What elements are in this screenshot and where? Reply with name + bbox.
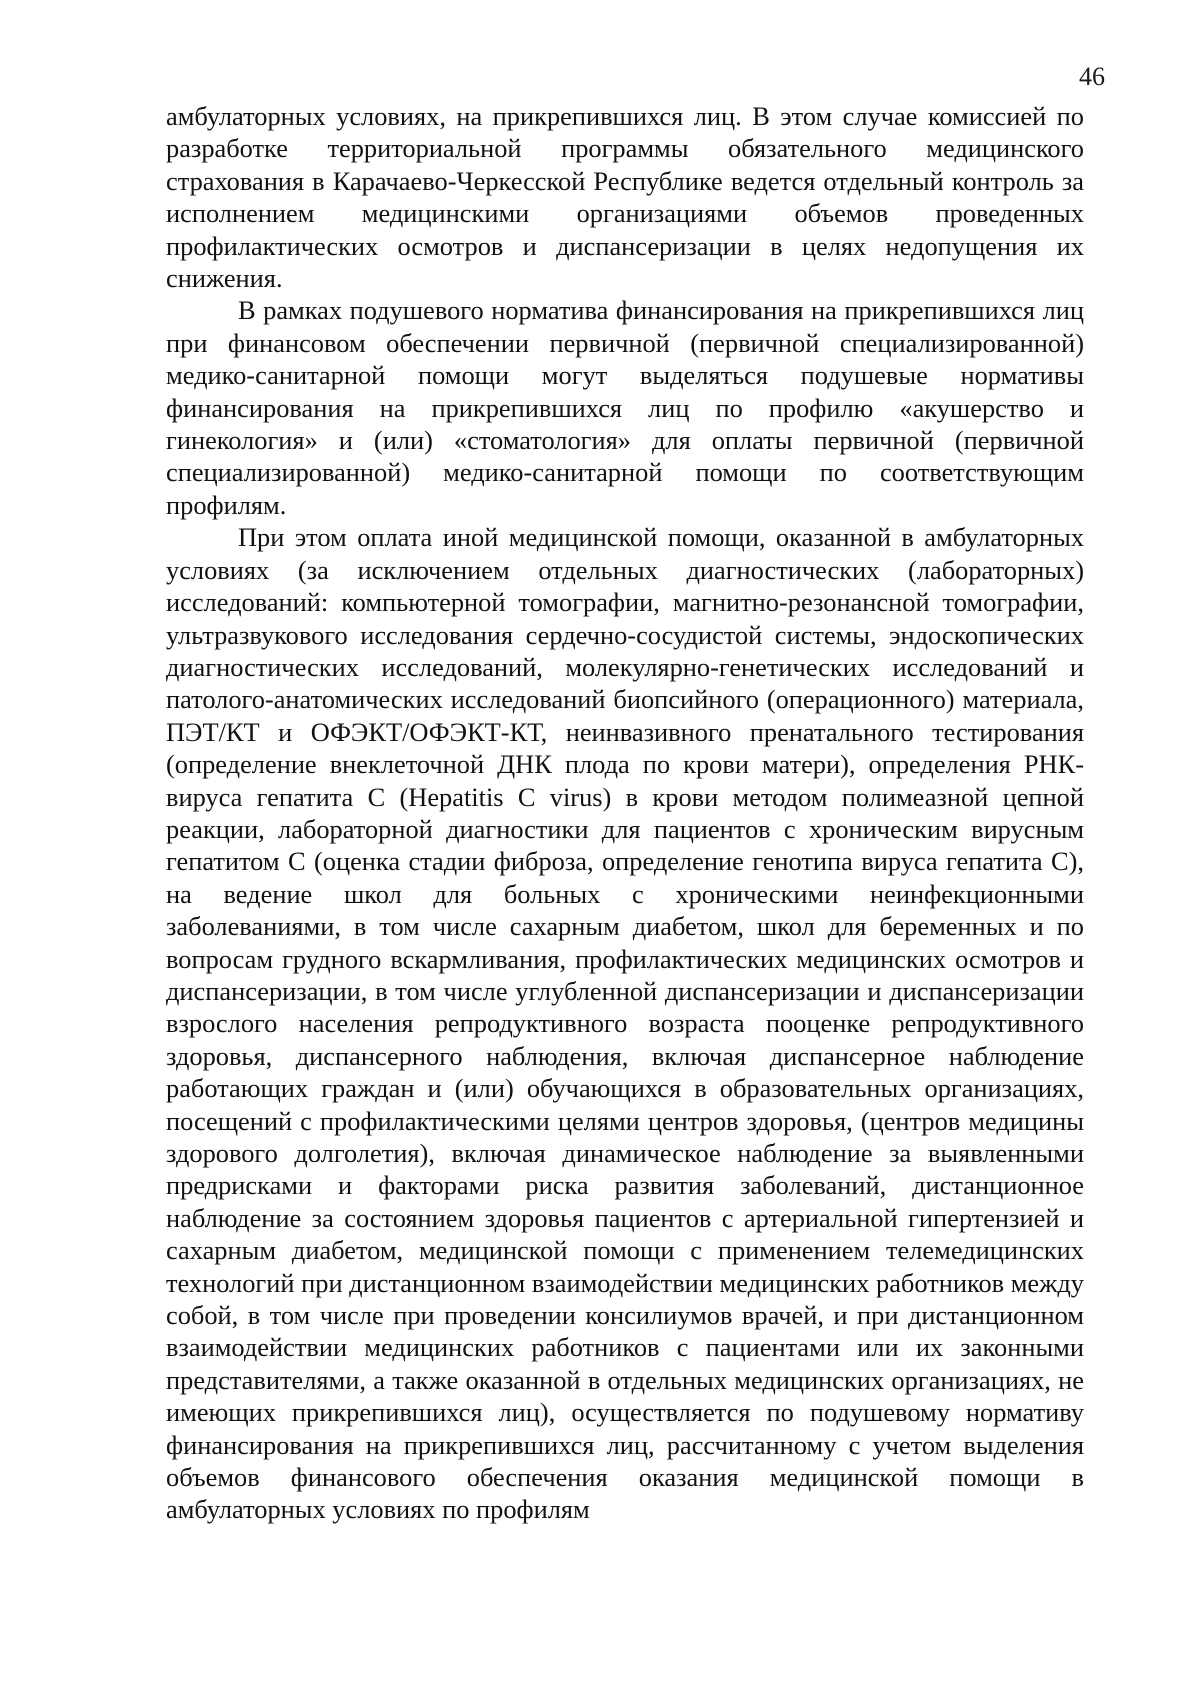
paragraph-per-capita-norms: В рамках подушевого норматива финансирования на прикрепившихся лиц при финансовом обеспечении первичной (первичной специализированной) медико-санитарной помощи могут выделяться подушевые нормативы финансирования на прикрепившихся лиц по профилю «акушерство и гинекология» и (или) «стоматология» для оплаты первичной (первичной специализированной) медико-санитарной помощи по соответствующим профилям. [166, 295, 1084, 520]
document-body [166, 100, 1084, 1526]
page-number: 46 [1079, 62, 1105, 91]
paragraph-payment-other-care: При этом оплата иной медицинской помощи, оказанной в амбулаторных условиях (за исключением отдельных диагностических (лабораторных) исследований: компьютерной томографии, магнитно-резонансной томографии, ультразвукового исследования сердечно-сосудистой системы, эндоскопических диагностических исследований, молекулярно-генетических исследований и патолого-анатомических исследований биопсийного (операционного) материала, ПЭТ/КТ и ОФЭКТ/ОФЭКТ-КТ, неинвазивного пренатального тестирования (определение внеклеточной ДНК плода по крови матери), определения РНК-вируса гепатита С (Hepatitis C virus) в крови методом полимеазной цепной реакции, лабораторной диагностики для пациентов с хроническим вирусным гепатитом С (оценка стадии фиброза, определение генотипа вируса гепатита С), на ведение школ для больных с хроническими неинфекционными заболеваниями, в том числе сахарным диабетом, школ для беременных и по вопросам грудного вскармливания, профилактических медицинских осмотров и диспансеризации, в том числе углубленной диспансеризации и диспансеризации взрослого населения репродуктивного возраста пооценке репродуктивного здоровья, диспансерного наблюдения, включая диспансерное наблюдение работающих граждан и (или) обучающихся в образовательных организациях, посещений с профилактическими целями центров здоровья, (центров медицины здорового долголетия), включая динамическое наблюдение за выявленными предрисками и факторами риска развития заболеваний, дистанционное наблюдение за состоянием здоровья пациентов с артериальной гипертензией и сахарным диабетом, медицинской помощи с применением телемедицинских технологий при дистанционном взаимодействии медицинских работников между собой, в том числе при проведении консилиумов врачей, и при дистанционном взаимодействии медицинских работников с пациентами или их законными представителями, а также оказанной в отдельных медицинских организациях, не имеющих прикрепившихся лиц), осуществляется по подушевому нормативу финансирования на прикрепившихся лиц, рассчитанному с учетом выделения объемов финансового обеспечения оказания медицинской помощи в амбулаторных условиях по профилям [166, 522, 1084, 1525]
paragraph-continuation: амбулаторных условиях, на прикрепившихся лиц. В этом случае комиссией по разработке территориальной программы обязательного медицинского страхования в Карачаево-Черкесской Республике ведется отдельный контроль за исполнением медицинскими организациями объемов проведенных профилактических осмотров и диспансеризации в целях недопущения их снижения. [166, 101, 1084, 294]
